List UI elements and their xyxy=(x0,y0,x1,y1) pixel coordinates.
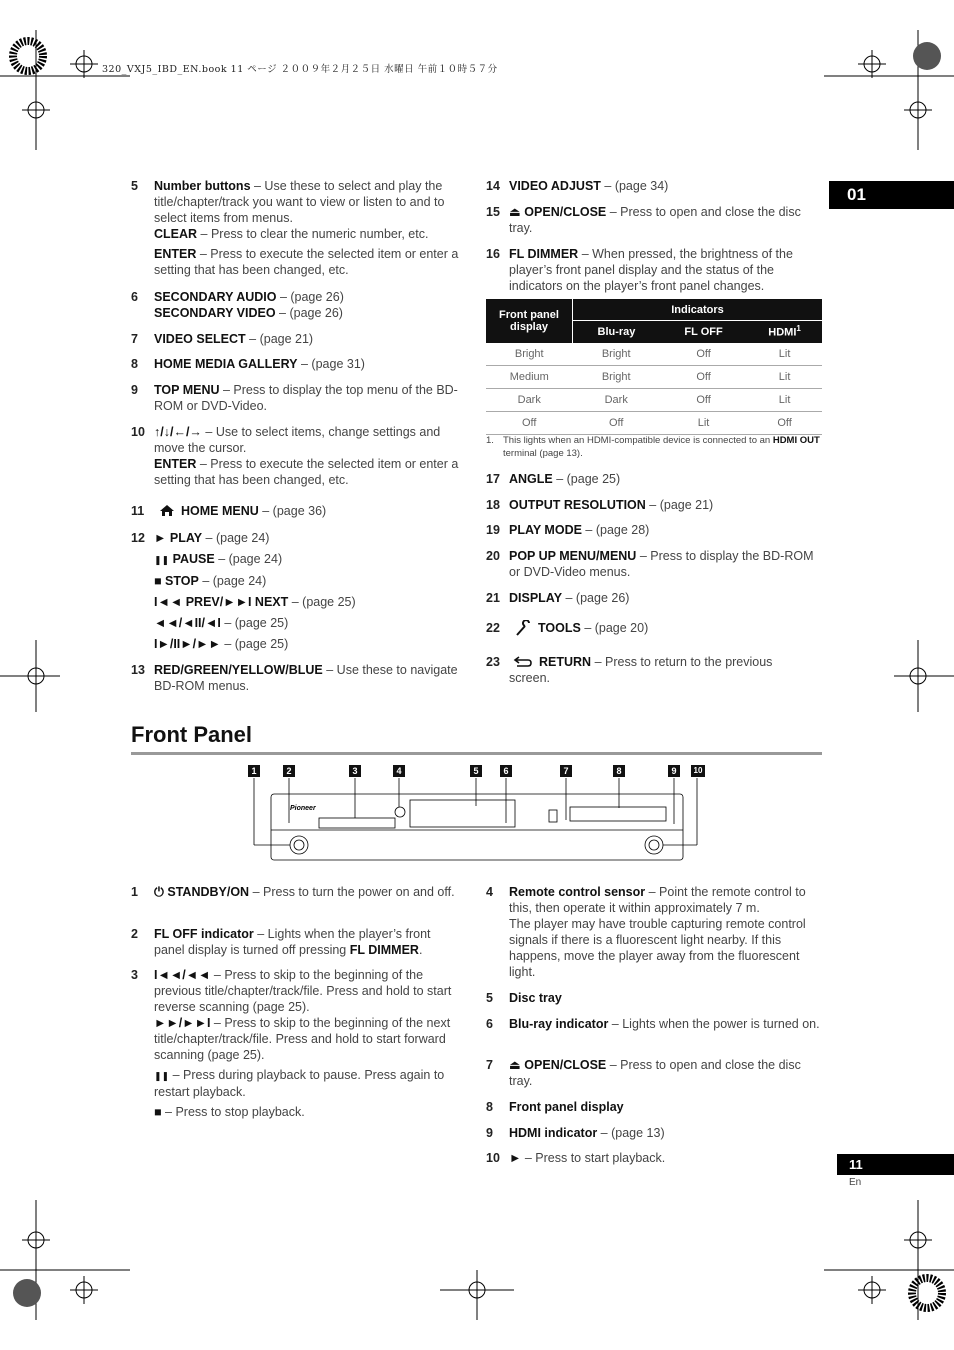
item-term: ENTER xyxy=(154,457,197,471)
callout-3: 3 xyxy=(349,765,361,777)
item-number: 20 xyxy=(486,549,500,563)
table-row xyxy=(486,388,822,411)
power-icon: ⏻ xyxy=(154,885,164,899)
item-number: 7 xyxy=(486,1058,493,1072)
item-desc: – (page 24) xyxy=(198,574,267,588)
item-desc: – (page 34) xyxy=(600,179,669,193)
pause-icon: ❚❚ xyxy=(154,555,170,565)
item-number: 8 xyxy=(131,357,138,371)
table-cell: Off xyxy=(660,388,747,411)
table-cell: Dark xyxy=(486,388,573,411)
item-desc: – When pressed, the brightness of the player’s front panel display and the status of the indicators on the player’s front panel changes. xyxy=(509,247,793,293)
item-number: 9 xyxy=(131,383,138,397)
forward-scan-icon: I►/II►/►► xyxy=(154,637,221,651)
item-desc: – Press to skip to the beginning of the next title/chapter/track/file. Press and hold to start forward scanning (page 25). xyxy=(154,1016,451,1062)
item-desc: – Press to display the BD-ROM or DVD-Video menus. xyxy=(509,549,814,579)
item-term: HDMI indicator xyxy=(509,1126,598,1140)
table-header-indicators: Indicators xyxy=(573,299,823,321)
stop-icon: ■ xyxy=(154,574,162,588)
item-number: 9 xyxy=(486,1126,493,1140)
table-cell: Lit xyxy=(747,388,822,411)
table-cell: Off xyxy=(573,411,660,434)
item-term: HOME MEDIA GALLERY xyxy=(154,357,298,371)
item-number: 15 xyxy=(486,205,500,219)
item-desc: . xyxy=(418,943,423,957)
table-cell: Lit xyxy=(747,365,822,388)
callout-2: 2 xyxy=(283,765,295,777)
item-number: 6 xyxy=(486,1017,493,1031)
item-desc: – (page 31) xyxy=(297,357,365,371)
tools-wrench-icon xyxy=(514,620,532,636)
item-term: STANDBY/ON xyxy=(167,885,250,899)
item-term: HOME MENU xyxy=(181,504,259,518)
return-icon xyxy=(513,655,533,668)
item-desc: – Lights when the player’s front panel display is turned off pressing xyxy=(154,927,431,957)
item-desc: – (page 24) xyxy=(214,552,283,566)
item-term: PLAY MODE xyxy=(509,523,582,537)
callout-4: 4 xyxy=(393,765,405,777)
item-number: 12 xyxy=(131,531,145,545)
item-number: 2 xyxy=(131,927,138,941)
item-desc: – Lights when the power is turned on. xyxy=(608,1017,820,1031)
table-header-hdmi xyxy=(747,321,822,343)
table-cell: Bright xyxy=(573,365,660,388)
item-desc: – (page 21) xyxy=(245,332,314,346)
item-number: 13 xyxy=(131,663,145,677)
footnote-term: HDMI OUT xyxy=(772,435,820,446)
item-term: TOOLS xyxy=(538,621,581,635)
item-term: POP UP MENU/MENU xyxy=(509,549,637,563)
brightness-table xyxy=(486,299,822,435)
reverse-scan-icon: ◄◄/◄II/◄I xyxy=(154,616,221,630)
table-cell: Bright xyxy=(486,343,573,366)
table-header-display: Front panel display xyxy=(486,299,573,343)
item-term: SECONDARY AUDIO xyxy=(154,290,277,304)
item-term: PAUSE xyxy=(172,552,215,566)
item-number: 11 xyxy=(131,504,145,518)
item-desc: – (page 25) xyxy=(288,595,356,609)
item-number: 18 xyxy=(486,498,500,512)
item-desc: – (page 26) xyxy=(276,290,344,304)
item-desc: – Press to open and close the disc tray. xyxy=(509,1058,801,1088)
page-number: 11 xyxy=(837,1154,954,1175)
table-cell: Lit xyxy=(660,411,747,434)
home-icon xyxy=(159,504,175,517)
item-term: NEXT xyxy=(254,595,289,609)
item-term: Remote control sensor xyxy=(509,885,646,899)
item-desc: – (page 21) xyxy=(645,498,714,512)
table-cell: Dark xyxy=(573,388,660,411)
item-term: DISPLAY xyxy=(509,591,563,605)
item-term: CLEAR xyxy=(154,227,198,241)
table-cell: Bright xyxy=(573,343,660,366)
item-term: Number buttons xyxy=(154,179,251,193)
play-icon: ► xyxy=(509,1151,522,1165)
item-desc: – Press to turn the power on and off. xyxy=(249,885,455,899)
chapter-tab: 01 xyxy=(829,181,954,209)
callout-7: 7 xyxy=(560,765,572,777)
item-desc: – Press to open and close the disc tray. xyxy=(509,205,801,235)
brand-logo: Pioneer xyxy=(290,805,316,812)
item-desc: – (page 20) xyxy=(580,621,649,635)
callout-9: 9 xyxy=(668,765,680,777)
item-number: 1 xyxy=(131,885,138,899)
section-title: Front Panel xyxy=(131,722,253,747)
item-desc: – Press to clear the numeric number, etc. xyxy=(197,227,429,241)
footnote-text: This lights when an HDMI-compatible device is connected to an xyxy=(503,435,773,446)
footnote-text: terminal (page 13). xyxy=(503,448,583,459)
item-desc: – Use these to select and play the title/chapter/track you want to view or listen to and to select items from menus. xyxy=(154,179,445,225)
item-number: 10 xyxy=(486,1151,500,1165)
item-term: SECONDARY VIDEO xyxy=(154,306,276,320)
next-skip-icon: ►►/►►I xyxy=(154,1016,211,1030)
callout-6: 6 xyxy=(500,765,512,777)
item-desc: – (page 28) xyxy=(581,523,650,537)
item-term: ANGLE xyxy=(509,472,553,486)
item-term: Disc tray xyxy=(509,991,562,1005)
item-number: 23 xyxy=(486,655,500,669)
item-number: 6 xyxy=(131,290,138,304)
hdmi-label: HDMI xyxy=(768,327,797,340)
section-divider xyxy=(131,752,822,755)
stop-icon: ■ xyxy=(154,1105,162,1119)
item-desc: – Press to start playback. xyxy=(524,1151,666,1165)
item-desc: – Press to execute the selected item or enter a setting that has been changed, etc. xyxy=(154,457,459,487)
item-number: 5 xyxy=(486,991,493,1005)
table-cell: Off xyxy=(660,365,747,388)
print-header: 320_VXJ5_IBD_EN.book 11 ページ ２００９年２月２５日 水曜日 午前１０時５７分 xyxy=(102,64,498,75)
item-number: 5 xyxy=(131,179,138,193)
table-footnote xyxy=(486,434,822,460)
item-term: OPEN/CLOSE xyxy=(524,205,607,219)
table-cell: Off xyxy=(747,411,822,434)
language-label: En xyxy=(849,1177,862,1188)
prev-skip-icon: I◄◄/◄◄ xyxy=(154,968,211,982)
item-desc: – (page 36) xyxy=(258,504,327,518)
table-row xyxy=(486,365,822,388)
item-term: STOP xyxy=(165,574,199,588)
callout-1: 1 xyxy=(248,765,260,777)
item-number: 17 xyxy=(486,472,500,486)
footnote-number: 1. xyxy=(486,435,494,446)
item-desc: – Use to select items, change settings and move the cursor. xyxy=(154,425,441,455)
callout-8: 8 xyxy=(613,765,625,777)
item-term: FL DIMMER xyxy=(349,943,419,957)
pause-icon: ❚❚ xyxy=(154,1071,170,1081)
callout-10: 10 xyxy=(691,765,705,777)
item-desc: – Point the remote control to this, then operate it within approximately 7 m. xyxy=(509,885,806,915)
item-desc: – (page 25) xyxy=(220,637,289,651)
item-term: VIDEO ADJUST xyxy=(509,179,601,193)
item-desc: – Press to skip to the beginning of the previous title/chapter/track/file. Press and hold to start reverse scanning (page 25). xyxy=(154,968,452,1014)
item-number: 10 xyxy=(131,425,145,439)
front-panel-illustration xyxy=(240,778,710,868)
item-desc: – (page 26) xyxy=(275,306,343,320)
item-desc: – (page 26) xyxy=(562,591,630,605)
play-icon: ► xyxy=(154,531,167,545)
item-desc: – Press to return to the previous screen. xyxy=(509,655,773,685)
callout-5: 5 xyxy=(470,765,482,777)
table-header-floff: FL OFF xyxy=(660,321,747,343)
item-term: RED/GREEN/YELLOW/BLUE xyxy=(154,663,323,677)
table-row xyxy=(486,343,822,366)
item-number: 16 xyxy=(486,247,500,261)
item-term: OUTPUT RESOLUTION xyxy=(509,498,646,512)
item-desc: The player may have trouble capturing remote control signals if there is a fluorescent light nearby. If this happens, move the player away from the fluorescent light. xyxy=(509,917,806,979)
prev-icon: I◄◄ xyxy=(154,595,183,609)
item-number: 22 xyxy=(486,621,500,635)
table-cell: Off xyxy=(486,411,573,434)
next-icon: ►►I xyxy=(223,595,252,609)
item-desc: – Press during playback to pause. Press again to restart playback. xyxy=(154,1068,445,1099)
item-term: PREV/ xyxy=(185,595,224,609)
item-term: TOP MENU xyxy=(154,383,220,397)
item-term: RETURN xyxy=(539,655,592,669)
table-cell: Medium xyxy=(486,365,573,388)
item-number: 4 xyxy=(486,885,493,899)
table-header-bluray: Blu-ray xyxy=(573,321,660,343)
item-number: 21 xyxy=(486,591,500,605)
item-desc: – (page 13) xyxy=(597,1126,665,1140)
item-term: ENTER xyxy=(154,247,197,261)
table-cell: Lit xyxy=(747,343,822,366)
item-desc: – (page 24) xyxy=(202,531,270,545)
item-number: 8 xyxy=(486,1100,493,1114)
table-row xyxy=(486,411,822,434)
item-term: Front panel display xyxy=(509,1100,624,1114)
eject-icon: ⏏ xyxy=(509,205,521,219)
item-desc: – Press to display the top menu of the BD-ROM or DVD-Video. xyxy=(154,383,458,413)
item-desc: – Press to execute the selected item or enter a setting that has been changed, etc. xyxy=(154,247,459,277)
item-term: VIDEO SELECT xyxy=(154,332,246,346)
item-term: PLAY xyxy=(169,531,203,545)
item-number: 14 xyxy=(486,179,500,193)
item-number: 19 xyxy=(486,523,500,537)
footnote-ref: 1 xyxy=(796,324,801,334)
item-desc: – (page 25) xyxy=(552,472,621,486)
table-cell: Off xyxy=(660,343,747,366)
item-number: 3 xyxy=(131,968,138,982)
item-number: 7 xyxy=(131,332,138,346)
item-desc: – (page 25) xyxy=(220,616,289,630)
eject-icon: ⏏ xyxy=(509,1058,521,1072)
item-term: FL DIMMER xyxy=(509,247,579,261)
item-term: OPEN/CLOSE xyxy=(524,1058,607,1072)
item-desc: – Press to stop playback. xyxy=(161,1105,305,1119)
item-desc: – Use these to navigate BD-ROM menus. xyxy=(154,663,458,693)
item-term: Blu-ray indicator xyxy=(509,1017,609,1031)
item-term: FL OFF indicator xyxy=(154,927,254,941)
arrow-keys-icon: ↑/↓/←/→ xyxy=(154,425,202,439)
